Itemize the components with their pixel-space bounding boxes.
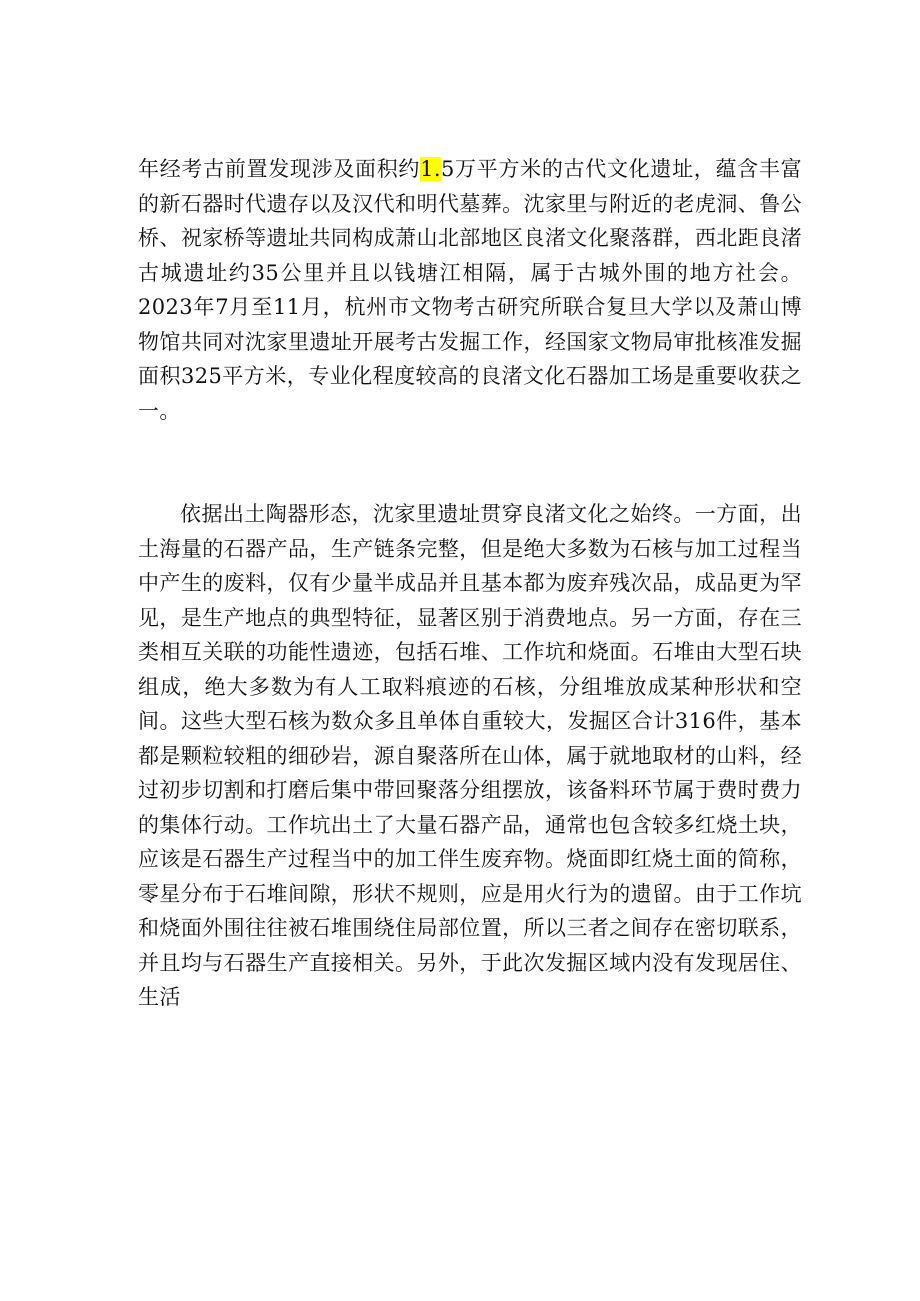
highlighted-text: 1. xyxy=(420,157,441,181)
paragraph-text-after-highlight: 5万平方米的古代文化遗址，蕴含丰富的新石器时代遗存以及汉代和明代墓葬。沈家里与附近的老虎洞、鲁公桥、祝家桥等遗址共同构成萧山北部地区良渚文化聚落群，西北距良渚古城遗址约35公里并且以钱塘江相隔，属于古城外围的地方社会。2023年7月至11月，杭州市文物考古研究所联合复旦大学以及萧山博物馆共同对沈家里遗址开展考古发掘工作，经国家文物局审批核准发掘面积325平方米，专业化程度较高的良渚文化石器加工场是重要收获之一。 xyxy=(138,157,802,423)
paragraph-stone-workshop-features: 依据出土陶器形态，沈家里遗址贯穿良渚文化之始终。一方面，出土海量的石器产品，生产链条完整，但是绝大多数为石核与加工过程当中产生的废料，仅有少量半成品并且基本都为废弃残次品，成品更为罕见，是生产地点的典型特征，显著区别于消费地点。另一方面，存在三类相互关联的功能性遗迹，包括石堆、工作坑和烧面。石堆由大型石块组成，绝大多数为有人工取料痕迹的石核，分组堆放成某种形状和空间。这些大型石核为数众多且单体自重较大，发掘区合计316件，基本都是颗粒较粗的细砂岩，源自聚落所在山体，属于就地取材的山料，经过初步切割和打磨后集中带回聚落分组摆放，该备料环节属于费时费力的集体行动。工作坑出土了大量石器产品，通常也包含较多红烧土块，应该是石器生产过程当中的加工伴生废弃物。烧面即红烧土面的简称，零星分布于石堆间隙，形状不规则，应是用火行为的遗留。由于工作坑和烧面外围往往被石堆围绕住局部位置，所以三者之间存在密切联系，并且均与石器生产直接相关。另外，于此次发掘区域内没有发现居住、生活 xyxy=(138,502,802,1009)
paragraph-excavation-overview xyxy=(138,152,802,428)
paragraph-text-before-highlight: 年经考古前置发现涉及面积约 xyxy=(138,157,421,181)
